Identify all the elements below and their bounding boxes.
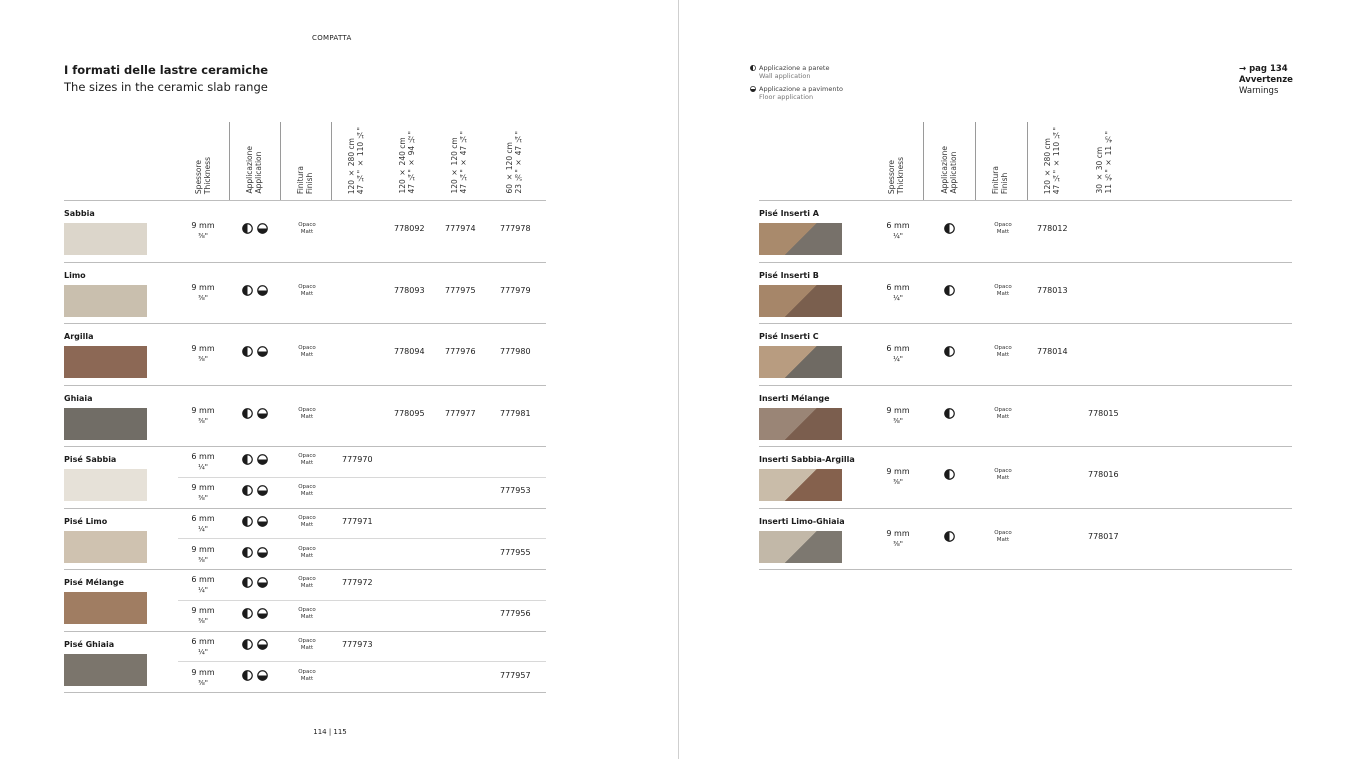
- wall-application-icon: [944, 285, 955, 296]
- header-cm: 120 × 240 cm: [398, 137, 407, 194]
- finish-it: Opaco: [994, 529, 1012, 536]
- application-icons: [242, 608, 268, 619]
- article-code: 777980: [500, 347, 531, 356]
- thickness-inch: ¼": [197, 524, 208, 533]
- product-name: Ghiaia: [64, 393, 93, 403]
- finish-it: Opaco: [994, 283, 1012, 290]
- article-code: 778095: [394, 408, 425, 418]
- finish-cell: [986, 530, 1020, 544]
- application-icons: [944, 285, 955, 296]
- product-name: Sabbia: [64, 209, 95, 218]
- row-rule: [64, 446, 546, 447]
- product-name: Argilla: [64, 332, 94, 341]
- finish-en: Matt: [300, 521, 314, 528]
- wall-application-icon: [944, 469, 955, 480]
- finish-en: Matt: [996, 290, 1010, 297]
- finish-it: Opaco: [298, 345, 316, 351]
- thickness-mm: 6 mm: [191, 452, 215, 461]
- header-en: Finish: [305, 172, 314, 194]
- thickness-inch: ¼": [892, 355, 903, 363]
- header-in: 47 ¼" × 110 ¼": [1052, 126, 1061, 194]
- wall-application-icon: [242, 346, 253, 357]
- product-name: Pisé Sabbia: [64, 455, 117, 464]
- thickness-inch: ⅜": [892, 416, 903, 425]
- article-code: 778093: [394, 285, 425, 295]
- floor-application-icon: [257, 577, 268, 588]
- header-in: 47 ¼" × 94 ½": [407, 131, 416, 194]
- thickness-cell: [183, 283, 223, 303]
- article-code: 778015: [1088, 408, 1119, 418]
- col-header-120x120: [450, 131, 468, 194]
- header-in: 47 ¼" × 47 ¼": [459, 131, 468, 194]
- warnings-page-link[interactable]: → pag 134: [1239, 64, 1288, 74]
- header-en: Thickness: [896, 156, 905, 194]
- thickness-inch: ⅜": [197, 416, 208, 425]
- thickness-inch: ¼": [892, 293, 903, 302]
- thickness-cell: [183, 344, 223, 364]
- application-icons: [944, 531, 955, 542]
- product-swatch: [64, 469, 147, 501]
- thickness-cell: [878, 529, 918, 549]
- col-header-finish: [296, 166, 314, 194]
- finish-it: Opaco: [994, 406, 1012, 413]
- article-code: 777979: [500, 285, 531, 295]
- thickness-mm: 6 mm: [886, 221, 910, 230]
- header-divider: [1027, 122, 1028, 200]
- wall-application-icon: [944, 531, 955, 542]
- col-header-thickness: [887, 157, 905, 194]
- product-swatch: [64, 592, 147, 624]
- article-code: 777981: [500, 408, 531, 418]
- finish-cell: [290, 407, 324, 421]
- product-name: Pisé Ghiaia: [64, 639, 115, 649]
- finish-en: Matt: [996, 475, 1010, 481]
- floor-application-icon: [257, 346, 268, 357]
- article-code: 777972: [342, 578, 373, 587]
- thickness-cell: [183, 483, 223, 503]
- finish-en: Matt: [300, 644, 314, 651]
- application-icons: [242, 670, 268, 681]
- finish-it: Opaco: [298, 545, 316, 552]
- row-rule: [759, 385, 1292, 386]
- article-code: 777956: [500, 609, 531, 618]
- product-name: Pisé Limo: [64, 516, 108, 526]
- finish-it: Opaco: [298, 514, 316, 521]
- row-rule: [64, 262, 546, 263]
- finish-cell: [290, 546, 324, 560]
- thickness-cell: [183, 606, 223, 626]
- thickness-inch: ¼": [197, 463, 208, 471]
- application-icons: [242, 285, 268, 296]
- page-gutter-divider: [678, 0, 679, 759]
- row-divider: [178, 477, 546, 478]
- thickness-inch: ⅜": [197, 355, 208, 363]
- row-rule: [64, 508, 546, 509]
- finish-it: Opaco: [298, 453, 316, 459]
- article-code: 777970: [342, 455, 373, 464]
- wall-application-icon: [944, 346, 955, 357]
- thickness-mm: 9 mm: [191, 483, 215, 492]
- article-code: 777976: [445, 347, 476, 356]
- page-title-italian: I formati delle lastre ceramiche: [64, 63, 269, 77]
- col-header-thickness: [194, 157, 212, 194]
- product-swatch: [759, 469, 842, 501]
- product-name: Pisé Inserti A: [759, 209, 819, 218]
- left-table-header: [64, 122, 546, 200]
- thickness-cell: [183, 221, 223, 241]
- product-name: Pisé Inserti B: [759, 270, 819, 280]
- finish-it: Opaco: [994, 468, 1012, 474]
- header-cm: 30 × 30 cm: [1095, 147, 1104, 194]
- thickness-inch: ⅜": [197, 555, 208, 564]
- floor-application-icon: [257, 516, 268, 527]
- finish-it: Opaco: [298, 283, 316, 290]
- product-swatch: [759, 531, 842, 563]
- product-swatch: [64, 223, 147, 255]
- application-icons: [242, 454, 268, 465]
- wall-application-icon: [242, 670, 253, 681]
- col-header-120x240: [398, 131, 416, 194]
- thickness-mm: 9 mm: [191, 282, 215, 292]
- header-cm: 120 × 280 cm: [1043, 137, 1052, 194]
- application-icons: [242, 547, 268, 558]
- article-code: 778017: [1088, 531, 1119, 541]
- header-divider: [923, 122, 924, 200]
- warnings-it: Avvertenze: [1239, 75, 1293, 85]
- article-code: 777957: [500, 670, 531, 680]
- thickness-cell: [183, 545, 223, 565]
- article-code: 777953: [500, 486, 531, 495]
- legend-floor: [759, 85, 843, 101]
- floor-application-icon: [750, 86, 756, 94]
- finish-cell: [290, 345, 324, 359]
- wall-application-icon: [944, 223, 955, 234]
- thickness-inch: ⅜": [197, 293, 208, 302]
- application-icons: [944, 469, 955, 480]
- right-header-rule: [759, 200, 1292, 201]
- article-code: 778016: [1088, 470, 1119, 479]
- product-name: Inserti Limo-Ghiaia: [759, 516, 845, 526]
- finish-cell: [290, 222, 324, 236]
- thickness-inch: ⅜": [892, 539, 903, 548]
- wall-application-icon: [242, 454, 253, 465]
- row-divider: [178, 538, 546, 539]
- finish-it: Opaco: [994, 222, 1012, 228]
- thickness-mm: 9 mm: [191, 667, 215, 677]
- thickness-mm: 6 mm: [191, 636, 215, 646]
- legend-wall-en: Wall application: [759, 72, 811, 80]
- warnings-en: Warnings: [1239, 86, 1279, 96]
- finish-en: Matt: [300, 614, 314, 620]
- row-rule: [64, 323, 546, 324]
- header-en: Application: [949, 152, 958, 194]
- finish-cell: [290, 638, 324, 652]
- left-header-rule: [64, 200, 546, 201]
- thickness-cell: [878, 406, 918, 426]
- finish-cell: [290, 284, 324, 298]
- wall-application-icon: [242, 639, 253, 650]
- wall-application-icon: [242, 408, 253, 419]
- thickness-mm: 9 mm: [886, 405, 910, 415]
- application-icons: [242, 408, 268, 419]
- wall-application-icon: [242, 516, 253, 527]
- product-name: Pisé Inserti C: [759, 332, 819, 341]
- finish-cell: [290, 607, 324, 621]
- header-divider: [975, 122, 976, 200]
- thickness-mm: 9 mm: [191, 405, 215, 415]
- wall-application-icon: [242, 608, 253, 619]
- finish-cell: [986, 407, 1020, 421]
- application-icons: [242, 346, 268, 357]
- header-en: Finish: [1000, 172, 1009, 194]
- thickness-cell: [183, 575, 223, 595]
- article-code: 777974: [445, 224, 476, 233]
- row-rule: [759, 262, 1292, 263]
- product-swatch: [759, 285, 842, 317]
- article-code: 777978: [500, 224, 531, 233]
- header-divider: [229, 122, 230, 200]
- thickness-mm: 6 mm: [886, 282, 910, 292]
- article-code: 778014: [1037, 347, 1068, 356]
- brand-label: COMPATTA: [312, 34, 352, 42]
- thickness-inch: ¼": [197, 647, 208, 656]
- finish-it: Opaco: [298, 607, 316, 613]
- finish-en: Matt: [300, 352, 314, 358]
- header-it: Spessore: [194, 159, 203, 194]
- thickness-mm: 9 mm: [191, 606, 215, 615]
- header-in: 11 ⅘" × 11 ⅘": [1104, 131, 1113, 194]
- wall-application-icon: [750, 65, 756, 73]
- thickness-mm: 9 mm: [191, 544, 215, 554]
- application-icons: [242, 223, 268, 234]
- finish-en: Matt: [300, 290, 314, 297]
- finish-cell: [986, 284, 1020, 298]
- finish-en: Matt: [996, 536, 1010, 543]
- legend-floor-it: Applicazione a pavimento: [759, 85, 844, 93]
- product-swatch: [64, 408, 147, 440]
- wall-application-icon: [242, 285, 253, 296]
- header-in: 23 ⅝" × 47 ¼": [514, 131, 523, 194]
- finish-cell: [290, 484, 324, 498]
- finish-en: Matt: [996, 413, 1010, 420]
- thickness-cell: [183, 514, 223, 534]
- finish-en: Matt: [300, 460, 314, 466]
- floor-application-icon: [257, 670, 268, 681]
- floor-application-icon: [257, 639, 268, 650]
- finish-cell: [290, 453, 324, 467]
- product-swatch: [64, 346, 147, 378]
- floor-application-icon: [257, 223, 268, 234]
- application-icons: [242, 639, 268, 650]
- thickness-cell: [878, 467, 918, 487]
- finish-it: Opaco: [298, 406, 316, 413]
- header-it: Spessore: [887, 159, 896, 194]
- finish-en: Matt: [300, 583, 314, 589]
- header-in: 47 ¼" × 110 ¼": [356, 126, 365, 194]
- thickness-inch: ⅜": [892, 478, 903, 486]
- row-divider: [178, 600, 546, 601]
- article-code: 777955: [500, 547, 531, 557]
- finish-cell: [986, 222, 1020, 236]
- product-swatch: [64, 531, 147, 563]
- finish-cell: [986, 345, 1020, 359]
- row-divider: [178, 661, 546, 662]
- finish-en: Matt: [300, 675, 314, 682]
- floor-application-icon: [257, 408, 268, 419]
- wall-application-icon: [242, 577, 253, 588]
- row-rule: [759, 508, 1292, 509]
- col-header-120x280: [1043, 127, 1061, 194]
- page-numbers: 114 | 115: [313, 728, 347, 736]
- row-rule: [64, 631, 546, 632]
- article-code: 777971: [342, 516, 373, 526]
- row-rule: [759, 569, 1292, 570]
- floor-application-icon: [257, 547, 268, 558]
- article-code: 777975: [445, 285, 476, 295]
- article-code: 777973: [342, 639, 373, 649]
- product-name: Pisé Mélange: [64, 578, 124, 587]
- legend-floor-en: Floor application: [759, 93, 814, 101]
- col-header-finish: [991, 166, 1009, 194]
- thickness-cell: [183, 637, 223, 657]
- application-icons: [242, 516, 268, 527]
- thickness-cell: [878, 221, 918, 241]
- warnings-reference: [1239, 64, 1293, 97]
- thickness-inch: ¼": [892, 232, 903, 240]
- finish-en: Matt: [300, 413, 314, 420]
- application-icons: [242, 577, 268, 588]
- finish-cell: [986, 468, 1020, 482]
- finish-en: Matt: [300, 229, 314, 235]
- page-title-english: The sizes in the ceramic slab range: [64, 80, 268, 94]
- finish-en: Matt: [300, 552, 314, 559]
- product-name: Inserti Sabbia-Argilla: [759, 455, 855, 464]
- col-header-application: [940, 146, 958, 194]
- legend-wall: [759, 64, 829, 80]
- finish-en: Matt: [996, 229, 1010, 235]
- floor-application-icon: [257, 285, 268, 296]
- wall-application-icon: [242, 547, 253, 558]
- product-swatch: [759, 408, 842, 440]
- row-rule: [64, 692, 546, 693]
- article-code: 778013: [1037, 285, 1068, 295]
- row-rule: [759, 446, 1292, 447]
- article-code: 777977: [445, 408, 476, 418]
- header-it: Applicazione: [245, 146, 254, 194]
- thickness-mm: 9 mm: [886, 528, 910, 538]
- header-en: Application: [254, 152, 263, 194]
- thickness-mm: 6 mm: [191, 513, 215, 523]
- wall-application-icon: [242, 223, 253, 234]
- product-name: Inserti Mélange: [759, 393, 830, 403]
- thickness-cell: [183, 668, 223, 688]
- thickness-cell: [878, 283, 918, 303]
- thickness-cell: [183, 406, 223, 426]
- finish-cell: [290, 669, 324, 683]
- article-code: 778012: [1037, 224, 1068, 233]
- article-code: 778092: [394, 224, 425, 233]
- article-code: 778094: [394, 347, 425, 356]
- finish-it: Opaco: [298, 484, 316, 490]
- thickness-cell: [878, 344, 918, 364]
- floor-application-icon: [257, 485, 268, 496]
- right-table-header: [759, 122, 1292, 200]
- finish-it: Opaco: [994, 345, 1012, 351]
- application-icons: [944, 408, 955, 419]
- finish-cell: [290, 515, 324, 529]
- thickness-inch: ⅜": [197, 617, 208, 625]
- header-cm: 120 × 120 cm: [450, 137, 459, 194]
- row-rule: [759, 323, 1292, 324]
- finish-it: Opaco: [298, 576, 316, 582]
- application-icons: [944, 223, 955, 234]
- header-cm: 120 × 280 cm: [347, 137, 356, 194]
- header-cm: 60 × 120 cm: [505, 142, 514, 194]
- legend-wall-it: Applicazione a parete: [759, 64, 830, 72]
- product-swatch: [64, 654, 147, 686]
- wall-application-icon: [944, 408, 955, 419]
- thickness-cell: [183, 452, 223, 472]
- thickness-mm: 9 mm: [191, 221, 215, 230]
- wall-application-icon: [242, 485, 253, 496]
- finish-en: Matt: [300, 491, 314, 497]
- row-rule: [64, 385, 546, 386]
- header-divider: [280, 122, 281, 200]
- col-header-30x30: [1095, 131, 1113, 194]
- col-header-60x120: [505, 131, 523, 194]
- thickness-inch: ⅜": [197, 678, 208, 687]
- floor-application-icon: [257, 454, 268, 465]
- thickness-mm: 9 mm: [886, 467, 910, 476]
- product-swatch: [759, 223, 842, 255]
- finish-it: Opaco: [298, 668, 316, 675]
- thickness-mm: 6 mm: [191, 575, 215, 584]
- product-swatch: [64, 285, 147, 317]
- finish-it: Opaco: [298, 222, 316, 228]
- thickness-inch: ⅜": [197, 232, 208, 240]
- thickness-inch: ¼": [197, 586, 208, 594]
- finish-en: Matt: [996, 352, 1010, 358]
- product-swatch: [759, 346, 842, 378]
- thickness-mm: 9 mm: [191, 344, 215, 353]
- col-header-application: [245, 146, 263, 194]
- product-name: Limo: [64, 270, 86, 280]
- header-en: Thickness: [203, 156, 212, 194]
- floor-application-icon: [257, 608, 268, 619]
- header-divider: [331, 122, 332, 200]
- header-it: Finitura: [296, 165, 305, 194]
- header-it: Finitura: [991, 165, 1000, 194]
- application-icons: [242, 485, 268, 496]
- finish-cell: [290, 576, 324, 590]
- header-it: Applicazione: [940, 146, 949, 194]
- thickness-inch: ⅜": [197, 494, 208, 502]
- finish-it: Opaco: [298, 637, 316, 644]
- col-header-120x280: [347, 127, 365, 194]
- thickness-mm: 6 mm: [886, 344, 910, 353]
- application-icons: [944, 346, 955, 357]
- row-rule: [64, 569, 546, 570]
